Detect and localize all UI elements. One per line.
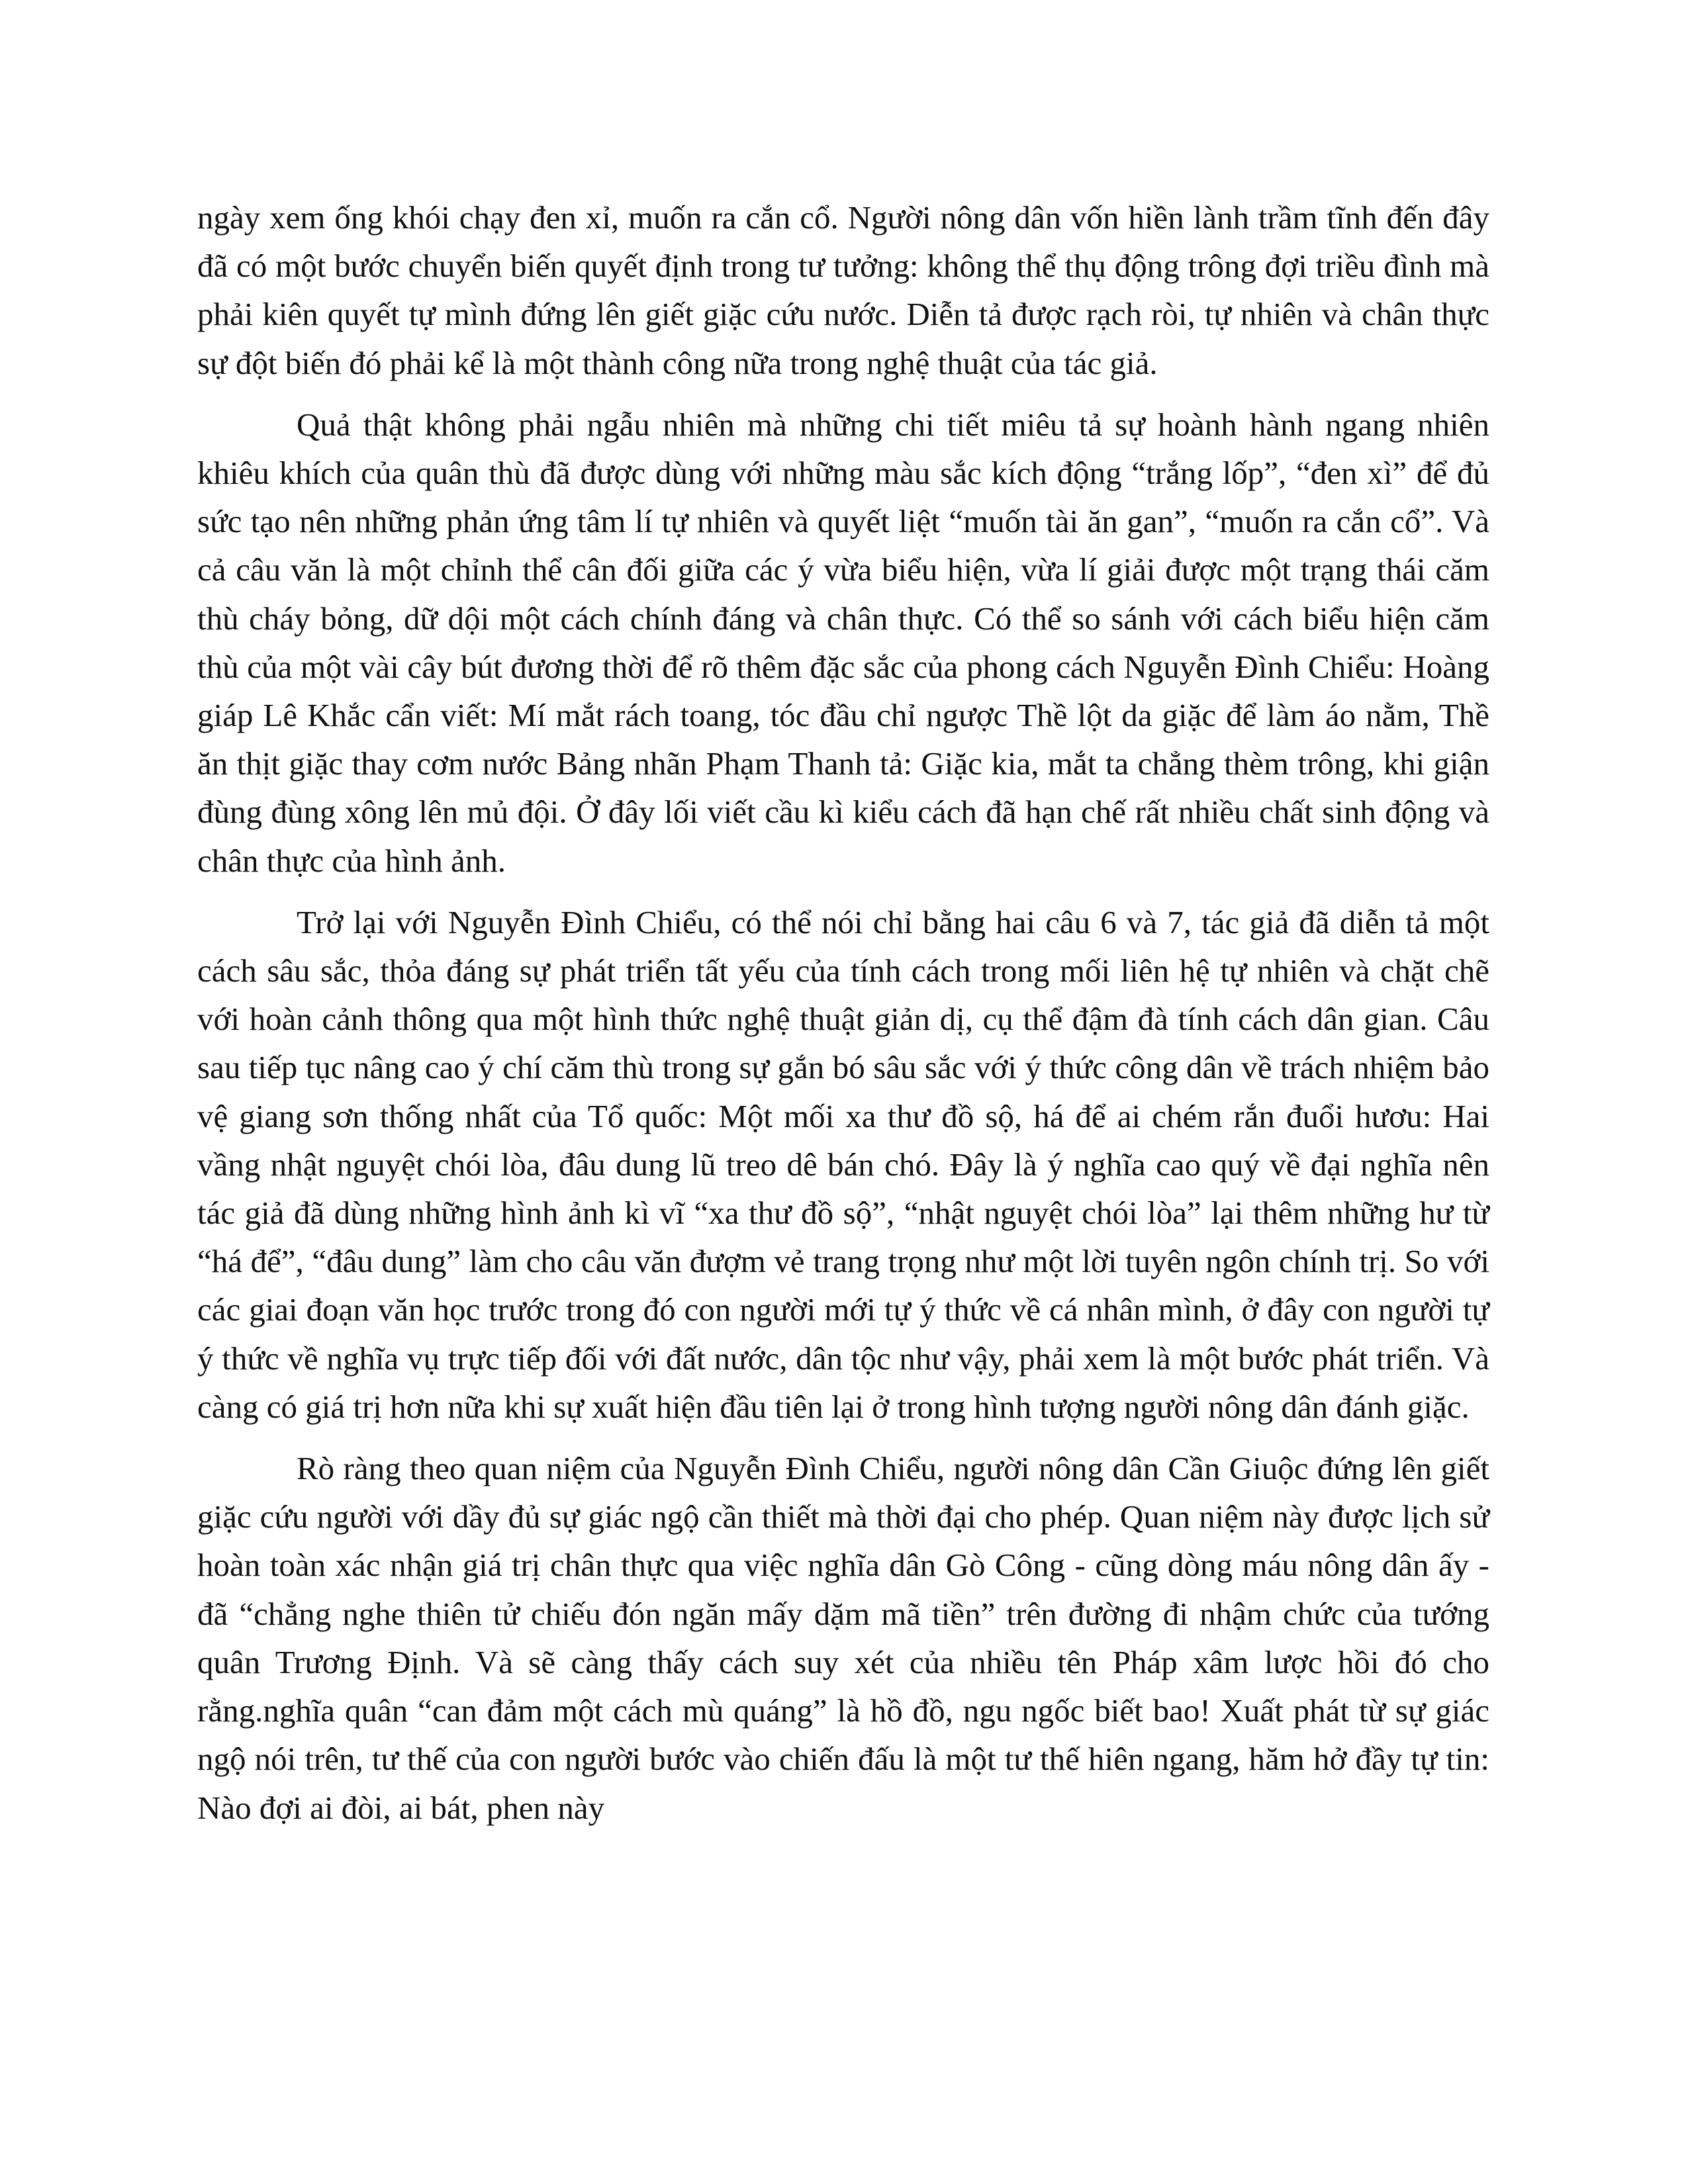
paragraph-1: ngày xem ống khói chạy đen xỉ, muốn ra cắn cổ. Người nông dân vốn hiền lành trầm tĩnh đến đây đã có một bước chuyển biến quyết định trong tư tưởng: không thể thụ động trông đợi triều đình mà phải kiên quyết tự mình đứng lên giết giặc cứu nước. Diễn tả được rạch ròi, tự nhiên và chân thực sự đột biến đó phải kể là một thành công nữa trong nghệ thuật của tác giả. bbox=[197, 199, 1489, 381]
paragraph-4: Rò ràng theo quan niệm của Nguyễn Đình Chiểu, người nông dân Cần Giuộc đứng lên giết giặc cứu người với dầy đủ sự giác ngộ cần thiết mà thời đại cho phép. Quan niệm này được lịch sử hoàn toàn xác nhận giá trị chân thực qua việc nghĩa dân Gò Công - cũng dòng máu nông dân ấy - đã “chẳng nghe thiên tử chiếu đón ngăn mấy dặm mã tiền” trên đường đi nhậm chức của tướng quân Trương Định. Và sẽ càng thấy cách suy xét của nhiều tên Pháp xâm lược hồi đó cho rằng.nghĩa quân “can đảm một cách mù quáng” là hồ đồ, ngu ngốc biết bao! Xuất phát từ sự giác ngộ nói trên, tư thế của con người bước vào chiến đấu là một tư thế hiên ngang, hăm hở đầy tự tin: Nào đợi ai đòi, ai bát, phen này bbox=[197, 1450, 1489, 1826]
paragraph-3: Trở lại với Nguyễn Đình Chiểu, có thể nói chỉ bằng hai câu 6 và 7, tác giả đã diễn tả một cách sâu sắc, thỏa đáng sự phát triển tất yếu của tính cách trong mối liên hệ tự nhiên và chặt chẽ với hoàn cảnh thông qua một hình thức nghệ thuật giản dị, cụ thể đậm đà tính cách dân gian. Câu sau tiếp tục nâng cao ý chí căm thù trong sự gắn bó sâu sắc với ý thức công dân về trách nhiệm bảo vệ giang sơn thống nhất của Tổ quốc: Một mối xa thư đồ sộ, há để ai chém rắn đuổi hươu: Hai vầng nhật nguyệt chói lòa, đâu dung lũ treo dê bán chó. Đây là ý nghĩa cao quý về đại nghĩa nên tác giả đã dùng những hình ảnh kì vĩ “xa thư đồ sộ”, “nhật nguyệt chói lòa” lại thêm những hư từ “há để”, “đâu dung” làm cho câu văn đượm vẻ trang trọng như một lời tuyên ngôn chính trị. So với các giai đoạn văn học trước trong đó con người mới tự ý thức về cá nhân mình, ở đây con người tự ý thức về nghĩa vụ trực tiếp đối với đất nước, dân tộc như vậy, phải xem là một bước phát triển. Và càng có giá trị hơn nữa khi sự xuất hiện đầu tiên lại ở trong hình tượng người nông dân đánh giặc. bbox=[197, 903, 1489, 1425]
paragraph-2: Quả thật không phải ngẫu nhiên mà những chi tiết miêu tả sự hoành hành ngang nhiên khiêu khích của quân thù đã được dùng với những màu sắc kích động “trắng lốp”, “đen xì” để đủ sức tạo nên những phản ứng tâm lí tự nhiên và quyết liệt “muốn tài ăn gan”, “muốn ra cắn cổ”. Và cả câu văn là một chỉnh thể cân đối giữa các ý vừa biểu hiện, vừa lí giải được một trạng thái căm thù cháy bỏng, dữ dội một cách chính đáng và chân thực. Có thể so sánh với cách biểu hiện căm thù của một vài cây bút đương thời để rõ thêm đặc sắc của phong cách Nguyễn Đình Chiểu: Hoàng giáp Lê Khắc cẩn viết: Mí mắt rách toang, tóc đầu chỉ ngược Thề lột da giặc để làm áo nằm, Thề ăn thịt giặc thay cơm nước Bảng nhãn Phạm Thanh tả: Giặc kia, mắt ta chẳng thèm trông, khi giận đùng đùng xông lên mủ đội. Ở đây lối viết cầu kì kiểu cách đã hạn chế rất nhiều chất sinh động và chân thực của hình ảnh. bbox=[197, 406, 1489, 879]
document-page bbox=[197, 193, 1489, 1832]
